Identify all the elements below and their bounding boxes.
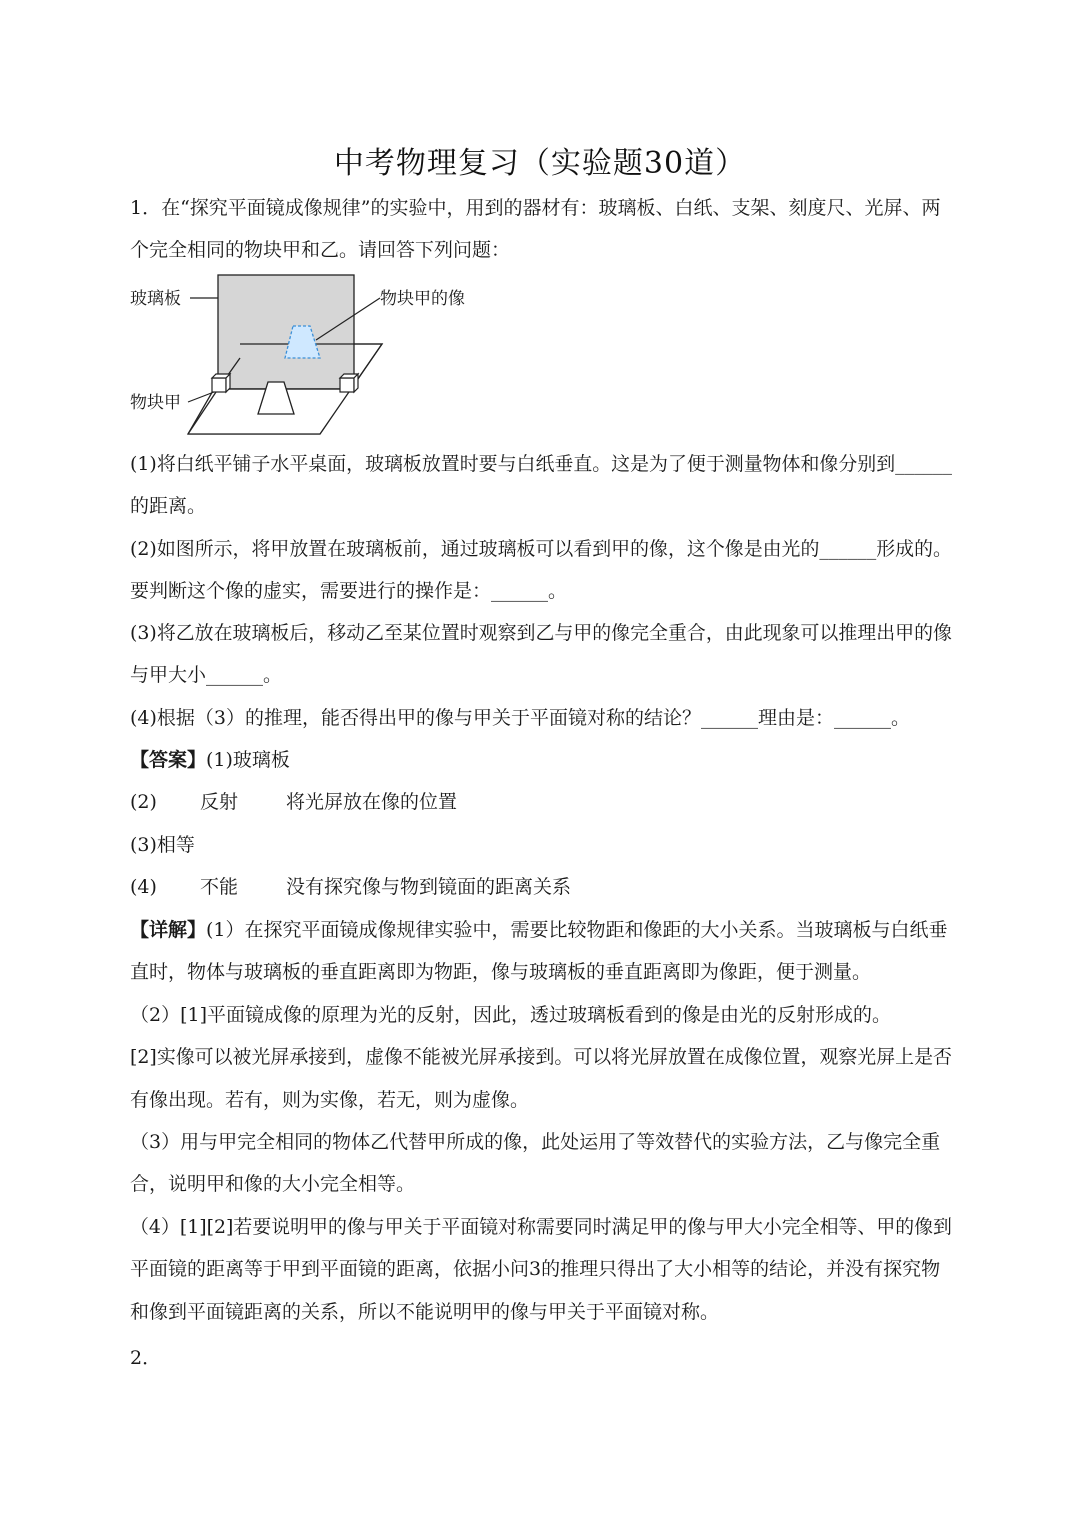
detail-p5-line-2: 平面镜的距离等于甲到平面镜的距离，依据小问3的推理只得出了大小相等的结论，并没有探究物 [130, 1258, 941, 1280]
detail-p3-line-2: 有像出现。若有，则为实像，若无，则为虚像。 [130, 1089, 530, 1111]
detail-p4-line-1: （3）用与甲完全相同的物体乙代替甲所成的像，此处运用了等效替代的实验方法，乙与像完全重 [130, 1131, 941, 1153]
question-1-stem-line-1: 1．在“探究平面镜成像规律”的实验中，用到的器材有：玻璃板、白纸、支架、刻度尺、光屏、两 [130, 197, 941, 219]
answer-tag: 【答案】 [130, 749, 207, 771]
answer-row-3: (3)相等 [130, 834, 195, 856]
label-glass-plate: 玻璃板 [130, 289, 181, 309]
question-1-stem-line-2: 个完全相同的物块甲和乙。请回答下列问题： [130, 239, 511, 261]
label-block-jia: 物块甲 [130, 393, 181, 413]
answer-1: (1)玻璃板 [206, 749, 290, 771]
mirror-experiment-figure [128, 268, 488, 440]
page-title: 中考物理复习（实验题30道） [333, 146, 747, 181]
sub-question-3-line-2: 与甲大小______。 [130, 664, 283, 686]
question-2-number: 2． [130, 1347, 162, 1369]
answer-row-1 [130, 748, 290, 772]
answer-2-part-2: 将光屏放在像的位置 [286, 791, 458, 813]
sub-question-1-line-2: 的距离。 [130, 495, 207, 517]
answer-row-4 [130, 875, 571, 899]
detail-p1-line-1: 【详解】(1）在探究平面镜成像规律实验中，需要比较物距和像距的大小关系。当玻璃板与白纸垂 [130, 919, 948, 941]
answer-2-part-1: 反射 [200, 791, 239, 813]
sub-question-1-line-1: (1)将白纸平铺子水平桌面，玻璃板放置时要与白纸垂直。这是为了便于测量物体和像分别到______ [130, 453, 952, 475]
answer-row-2 [130, 790, 457, 814]
answer-4-part-2: 没有探究像与物到镜面的距离关系 [286, 876, 572, 898]
answer-2-number: (2) [130, 791, 157, 813]
detail-p2-line-1: （2）[1]平面镜成像的原理为光的反射，因此，透过玻璃板看到的像是由光的反射形成的。 [130, 1004, 892, 1026]
sub-question-3-line-1: (3)将乙放在玻璃板后，移动乙至某位置时观察到乙与甲的像完全重合，由此现象可以推理出甲的像 [130, 622, 952, 644]
label-block-image: 物块甲的像 [380, 289, 465, 309]
answer-4-part-1: 不能 [200, 876, 239, 898]
glass-plate [218, 275, 354, 389]
sub-question-2-line-1: (2)如图所示，将甲放置在玻璃板前，通过玻璃板可以看到甲的像，这个像是由光的______形成的。 [130, 538, 952, 560]
detail-tag: 【详解】 [130, 919, 207, 941]
detail-p3-line-1: [2]实像可以被光屏承接到，虚像不能被光屏承接到。可以将光屏放置在成像位置，观察光屏上是否 [130, 1046, 952, 1068]
detail-p5-line-3: 和像到平面镜距离的关系，所以不能说明甲的像与甲关于平面镜对称。 [130, 1301, 720, 1323]
left-stand [212, 374, 230, 392]
detail-p1-line-2: 直时，物体与玻璃板的垂直距离即为物距，像与玻璃板的垂直距离即为像距，便于测量。 [130, 961, 872, 983]
detail-p4-line-2: 合，说明甲和像的大小完全相等。 [130, 1173, 416, 1195]
answer-4-number: (4) [130, 876, 157, 898]
detail-p5-line-1: （4）[1][2]若要说明甲的像与甲关于平面镜对称需要同时满足甲的像与甲大小完全相等、甲的像到 [130, 1216, 952, 1238]
sub-question-4-line-1: (4)根据（3）的推理，能否得出甲的像与甲关于平面镜对称的结论？______理由是：______。 [130, 707, 911, 729]
sub-question-2-line-2: 要判断这个像的虚实，需要进行的操作是：______。 [130, 580, 568, 602]
right-stand [340, 374, 358, 392]
